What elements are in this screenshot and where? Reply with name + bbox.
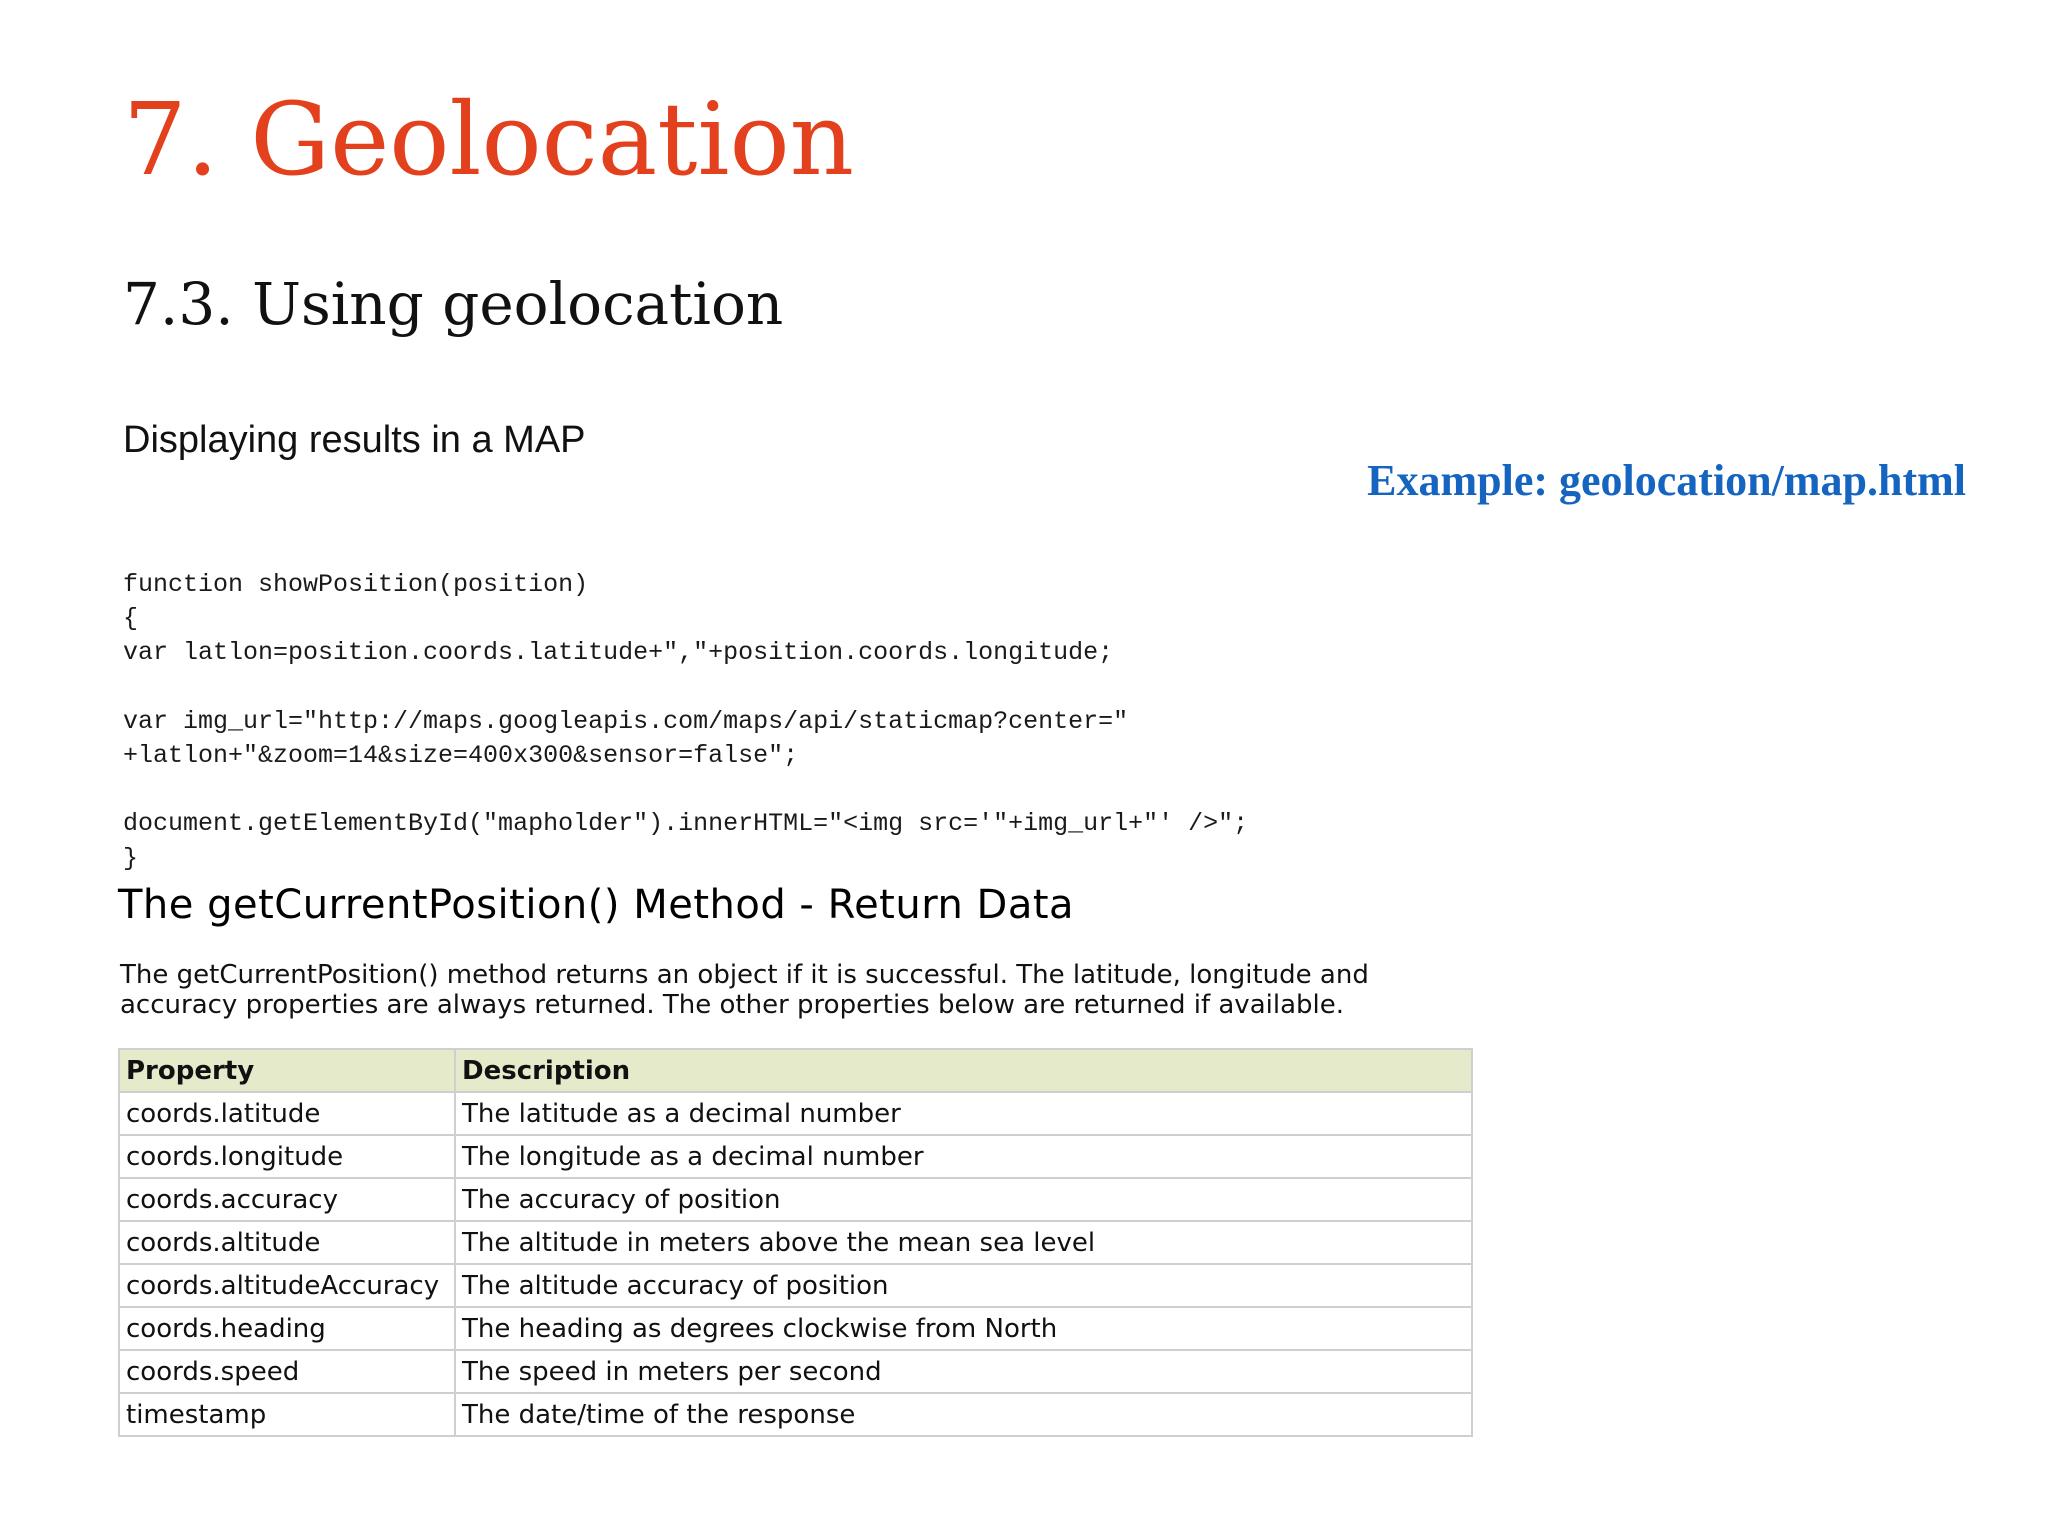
code-line: } xyxy=(123,843,139,873)
reference-heading: The getCurrentPosition() Method - Return Data xyxy=(118,882,1075,928)
description-cell: The altitude accuracy of position xyxy=(455,1264,1472,1307)
property-cell: coords.latitude xyxy=(119,1092,455,1135)
subtitle: Displaying results in a MAP xyxy=(123,419,586,461)
description-cell: The speed in meters per second xyxy=(455,1350,1472,1393)
property-cell: coords.altitude xyxy=(119,1221,455,1264)
slide-title: 7. Geolocation xyxy=(123,81,855,198)
table-row xyxy=(119,1135,1472,1178)
table-row xyxy=(119,1307,1472,1350)
example-link[interactable]: Example: geolocation/map.html xyxy=(1367,456,1966,505)
table-row xyxy=(119,1221,1472,1264)
code-line xyxy=(123,773,1248,807)
property-cell: coords.accuracy xyxy=(119,1178,455,1221)
property-cell: coords.longitude xyxy=(119,1135,455,1178)
code-line: { xyxy=(123,604,139,634)
property-cell: coords.heading xyxy=(119,1307,455,1350)
reference-panel xyxy=(118,878,1474,1437)
description-cell: The altitude in meters above the mean sea level xyxy=(455,1221,1472,1264)
table-row xyxy=(119,1178,1472,1221)
code-line: var latlon=position.coords.latitude+","+position.coords.longitude; xyxy=(123,638,1114,668)
property-cell: timestamp xyxy=(119,1393,455,1436)
table-row xyxy=(119,1264,1472,1307)
code-line xyxy=(123,671,1248,705)
table-row xyxy=(119,1092,1472,1135)
code-line: function showPosition(position) xyxy=(123,570,589,599)
code-line: +latlon+"&zoom=14&size=400x300&sensor=false"; xyxy=(123,740,799,770)
table-row xyxy=(119,1350,1472,1393)
description-cell: The latitude as a decimal number xyxy=(455,1092,1472,1135)
reference-description: The getCurrentPosition() method returns an object if it is successful. The latitude, longitude and accuracy properties are always returned. The other properties below are returned if available. xyxy=(120,960,1369,1020)
property-cell: coords.altitudeAccuracy xyxy=(119,1264,455,1307)
code-block xyxy=(123,568,1248,876)
description-cell: The accuracy of position xyxy=(455,1178,1472,1221)
description-cell: The date/time of the response xyxy=(455,1393,1472,1436)
table-header-row xyxy=(119,1049,1472,1092)
section-title: 7.3. Using geolocation xyxy=(123,270,784,338)
property-cell: coords.speed xyxy=(119,1350,455,1393)
column-header-description: Description xyxy=(455,1049,1472,1092)
table-row xyxy=(119,1393,1472,1436)
properties-table xyxy=(118,1048,1473,1437)
description-cell: The heading as degrees clockwise from North xyxy=(455,1307,1472,1350)
description-cell: The longitude as a decimal number xyxy=(455,1135,1472,1178)
column-header-property: Property xyxy=(119,1049,455,1092)
code-line: document.getElementById("mapholder").innerHTML="<img src='"+img_url+"' />"; xyxy=(123,809,1249,839)
code-line: var img_url="http://maps.googleapis.com/maps/api/staticmap?center=" xyxy=(123,706,1129,736)
